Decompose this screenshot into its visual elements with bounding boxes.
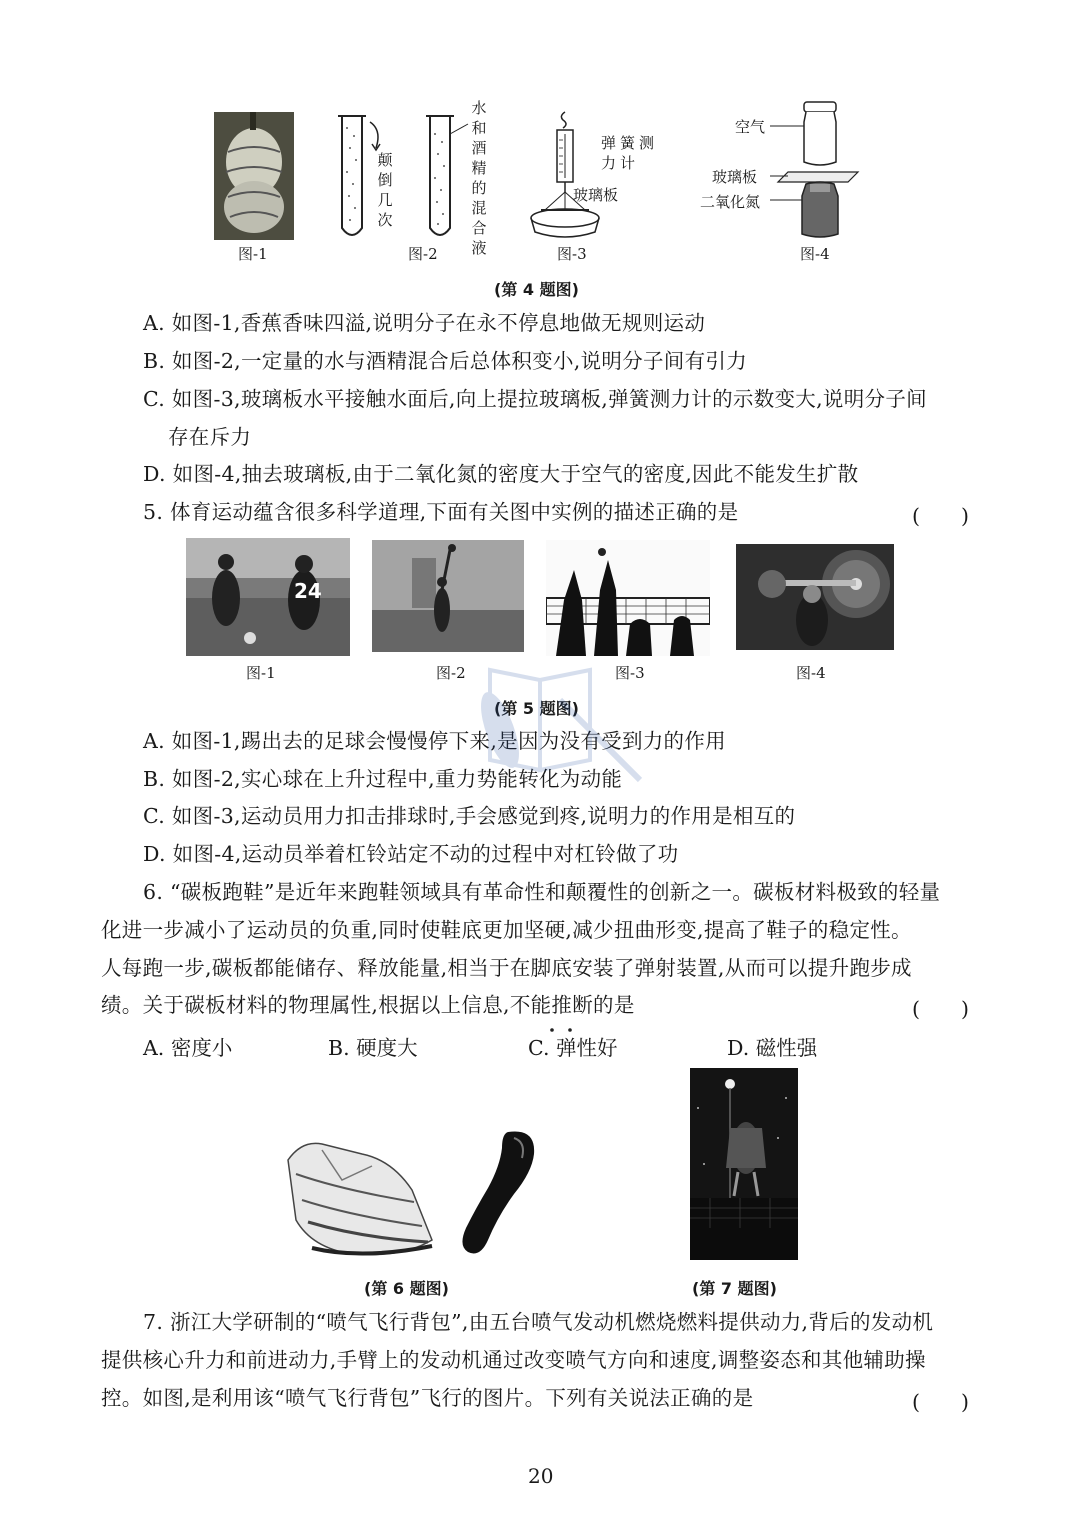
q6-stem-line2: 化进一步减小了运动员的负重,同时使鞋底更加坚硬,减少扭曲形变,提高了鞋子的稳定性。 <box>101 918 912 942</box>
q7-answer-blank: ( ) <box>912 1390 969 1414</box>
q4-option-b: B. 如图-2,一定量的水与酒精混合后总体积变小,说明分子间有引力 <box>143 349 747 373</box>
q4-option-c: C. 如图-3,玻璃板水平接触水面后,向上提拉玻璃板,弹簧测力计的示数变大,说明分子间 <box>143 387 927 411</box>
q6-choice-a: A. 密度小 <box>143 1036 233 1060</box>
q6-stem-line1: 6. “碳板跑鞋”是近年来跑鞋领域具有革命性和颠覆性的创新之一。碳板材料极致的轻量 <box>143 880 941 904</box>
carbon-plate-image <box>458 1128 540 1258</box>
carbon-shoe-image <box>282 1130 442 1264</box>
q6-stem-line3: 人每跑一步,碳板都能储存、释放能量,相当于在脚底安装了弹射装置,从而可以提升跑步成 <box>101 956 912 980</box>
no2-label: 二氧化氮 <box>700 193 761 211</box>
q5-answer-blank: ( ) <box>912 504 969 528</box>
q5-option-a: A. 如图-1,踢出去的足球会慢慢停下来,是因为没有受到力的作用 <box>143 729 726 753</box>
q5-fig3-label: 图-3 <box>615 664 645 682</box>
q6-choice-b: B. 硬度大 <box>328 1036 418 1060</box>
q4-option-a: A. 如图-1,香蕉香味四溢,说明分子在永不停息地做无规则运动 <box>143 311 706 335</box>
q7-stem-line2: 提供核心升力和前进动力,手臂上的发动机通过改变喷气方向和速度,调整姿态和其他辅助操 <box>101 1348 926 1372</box>
q6-stem-line4: 绩。关于碳板材料的物理属性,根据以上信息,不能推断的是 <box>101 993 635 1017</box>
glass-plate-label-fig4: 玻璃板 <box>712 168 758 186</box>
q4-caption: (第 4 题图) <box>494 280 579 299</box>
q7-caption: (第 7 题图) <box>692 1279 777 1298</box>
jetpack-photo <box>690 1068 798 1260</box>
q4-fig4-label: 图-4 <box>800 245 830 263</box>
page-number: 20 <box>528 1464 554 1488</box>
air-label: 空气 <box>735 118 766 136</box>
jersey-number: 24 <box>294 579 322 603</box>
spring-scale-label: 弹簧测力计 <box>601 134 659 172</box>
q7-stem-line3: 控。如图,是利用该“喷气飞行背包”飞行的图片。下列有关说法正确的是 <box>101 1386 754 1410</box>
q5-option-c: C. 如图-3,运动员用力扣击排球时,手会感觉到疼,说明力的作用是相互的 <box>143 804 796 828</box>
watermark-stamp <box>440 660 660 810</box>
q6-choice-d: D. 磁性强 <box>727 1036 818 1060</box>
q4-fig3-label: 图-3 <box>557 245 587 263</box>
q5-caption: (第 5 题图) <box>494 699 579 718</box>
q5-option-d: D. 如图-4,运动员举着杠铃站定不动的过程中对杠铃做了功 <box>143 842 679 866</box>
emphasis-dots <box>548 1018 574 1024</box>
q6-answer-blank: ( ) <box>912 997 969 1021</box>
shot-put-photo <box>372 540 524 652</box>
liquid-label: 水和酒精的混合液 <box>471 99 487 257</box>
q7-stem-line1: 7. 浙江大学研制的“喷气飞行背包”,由五台喷气发动机燃烧燃料提供动力,背后的发动机 <box>143 1310 934 1334</box>
q5-fig4-label: 图-4 <box>796 664 826 682</box>
q4-fig1-label: 图-1 <box>238 245 268 263</box>
soccer-photo <box>186 538 350 656</box>
q6-caption: (第 6 题图) <box>364 1279 449 1298</box>
q4-option-d: D. 如图-4,抽去玻璃板,由于二氧化氮的密度大于空气的密度,因此不能发生扩散 <box>143 462 859 486</box>
q6-choice-c: C. 弹性好 <box>528 1036 618 1060</box>
q5-stem: 5. 体育运动蕴含很多科学道理,下面有关图中实例的描述正确的是 <box>143 500 739 524</box>
weightlifting-photo <box>736 544 894 650</box>
q4-option-c-cont: 存在斥力 <box>168 425 252 449</box>
q5-option-b: B. 如图-2,实心球在上升过程中,重力势能转化为动能 <box>143 767 623 791</box>
glass-plate-label-fig3: 玻璃板 <box>573 186 619 204</box>
volleyball-photo <box>546 540 710 656</box>
spring-scale-diagram <box>525 110 605 240</box>
test-tube-diagram <box>332 108 482 243</box>
q5-fig2-label: 图-2 <box>436 664 466 682</box>
q5-fig1-label: 图-1 <box>246 664 276 682</box>
q4-fig2-label: 图-2 <box>408 245 438 263</box>
gas-diffusion-diagram <box>770 100 870 242</box>
flip-label: 颠倒几次 <box>377 151 393 229</box>
banana-photo <box>214 112 294 240</box>
